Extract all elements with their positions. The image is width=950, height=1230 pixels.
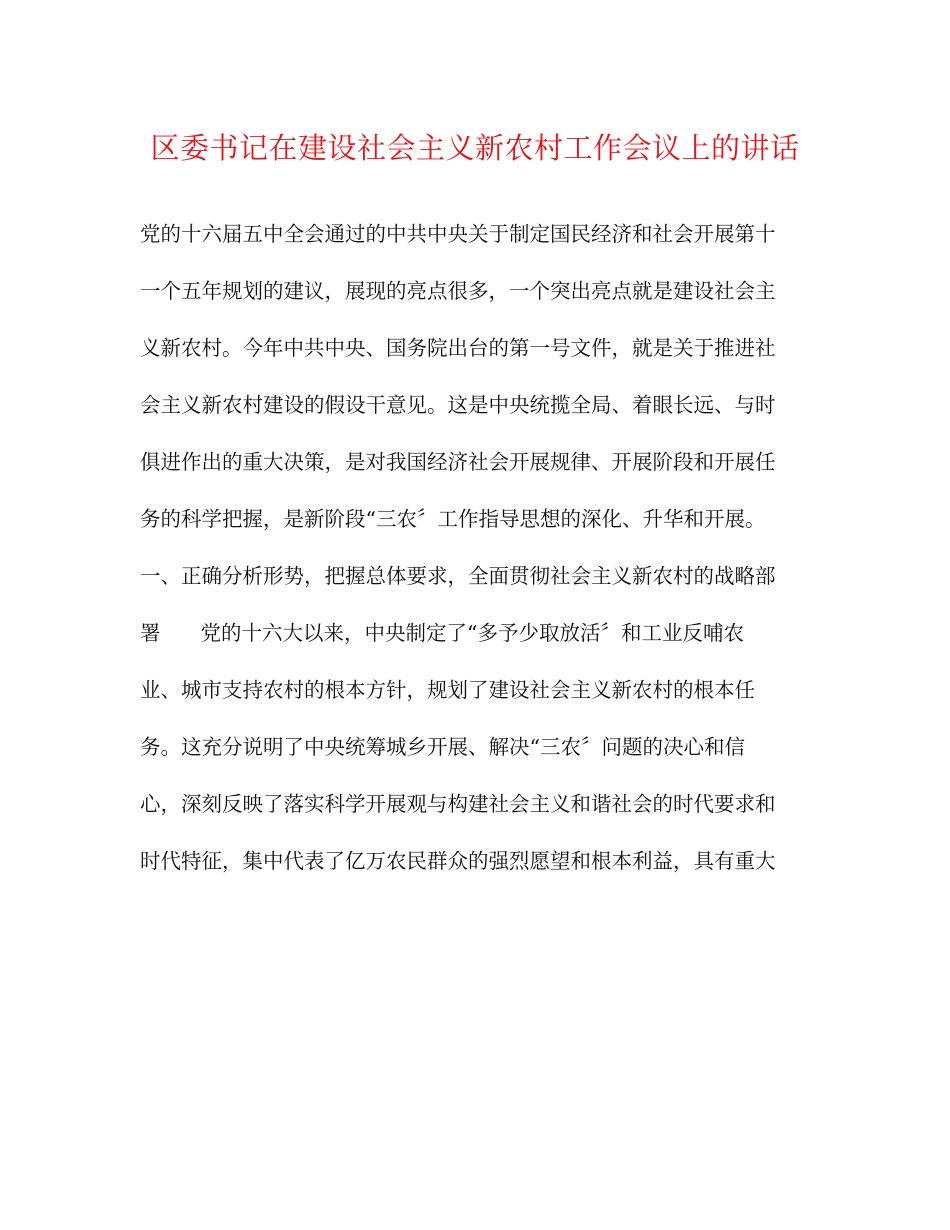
paragraph-start: 党的十六大以来，中央制定了“多予少取放活〞和工业反哺农: [200, 621, 744, 645]
document-body: [140, 212, 820, 896]
body-line: 时代特征，集中代表了亿万农民群众的强烈愿望和根本利益，具有重大: [140, 849, 776, 873]
body-line: 俱进作出的重大决策，是对我国经济社会开展规律、开展阶段和开展任: [140, 450, 776, 474]
body-line: 心，深刻反映了落实科学开展观与构建社会主义和谐社会的时代要求和: [140, 792, 776, 816]
document-title: 区委书记在建设社会主义新农村工作会议上的讲话: [150, 131, 800, 165]
body-line: 一个五年规划的建议，展现的亮点很多，一个突出亮点就是建设社会主: [140, 279, 776, 303]
section-heading-end-line: [140, 611, 820, 668]
body-line: 业、城市支持农村的根本方针，规划了建设社会主义新农村的根本任: [140, 678, 755, 702]
body-line: 务。这充分说明了中央统筹城乡开展、解决“三农〞问题的决心和信: [140, 735, 745, 759]
section-heading-end: 署: [140, 621, 161, 645]
body-line: 会主义新农村建设的假设干意见。这是中央统揽全局、着眼长远、与时: [140, 393, 776, 417]
section-heading-line: 一、正确分析形势，把握总体要求，全面贯彻社会主义新农村的战略部: [140, 564, 776, 588]
body-line: 务的科学把握，是新阶段“三农〞工作指导思想的深化、升华和开展。: [140, 507, 766, 531]
body-line: 义新农村。今年中共中央、国务院出台的第一号文件，就是关于推进社: [140, 336, 776, 360]
body-line: 党的十六届五中全会通过的中共中央关于制定国民经济和社会开展第十: [140, 222, 776, 246]
